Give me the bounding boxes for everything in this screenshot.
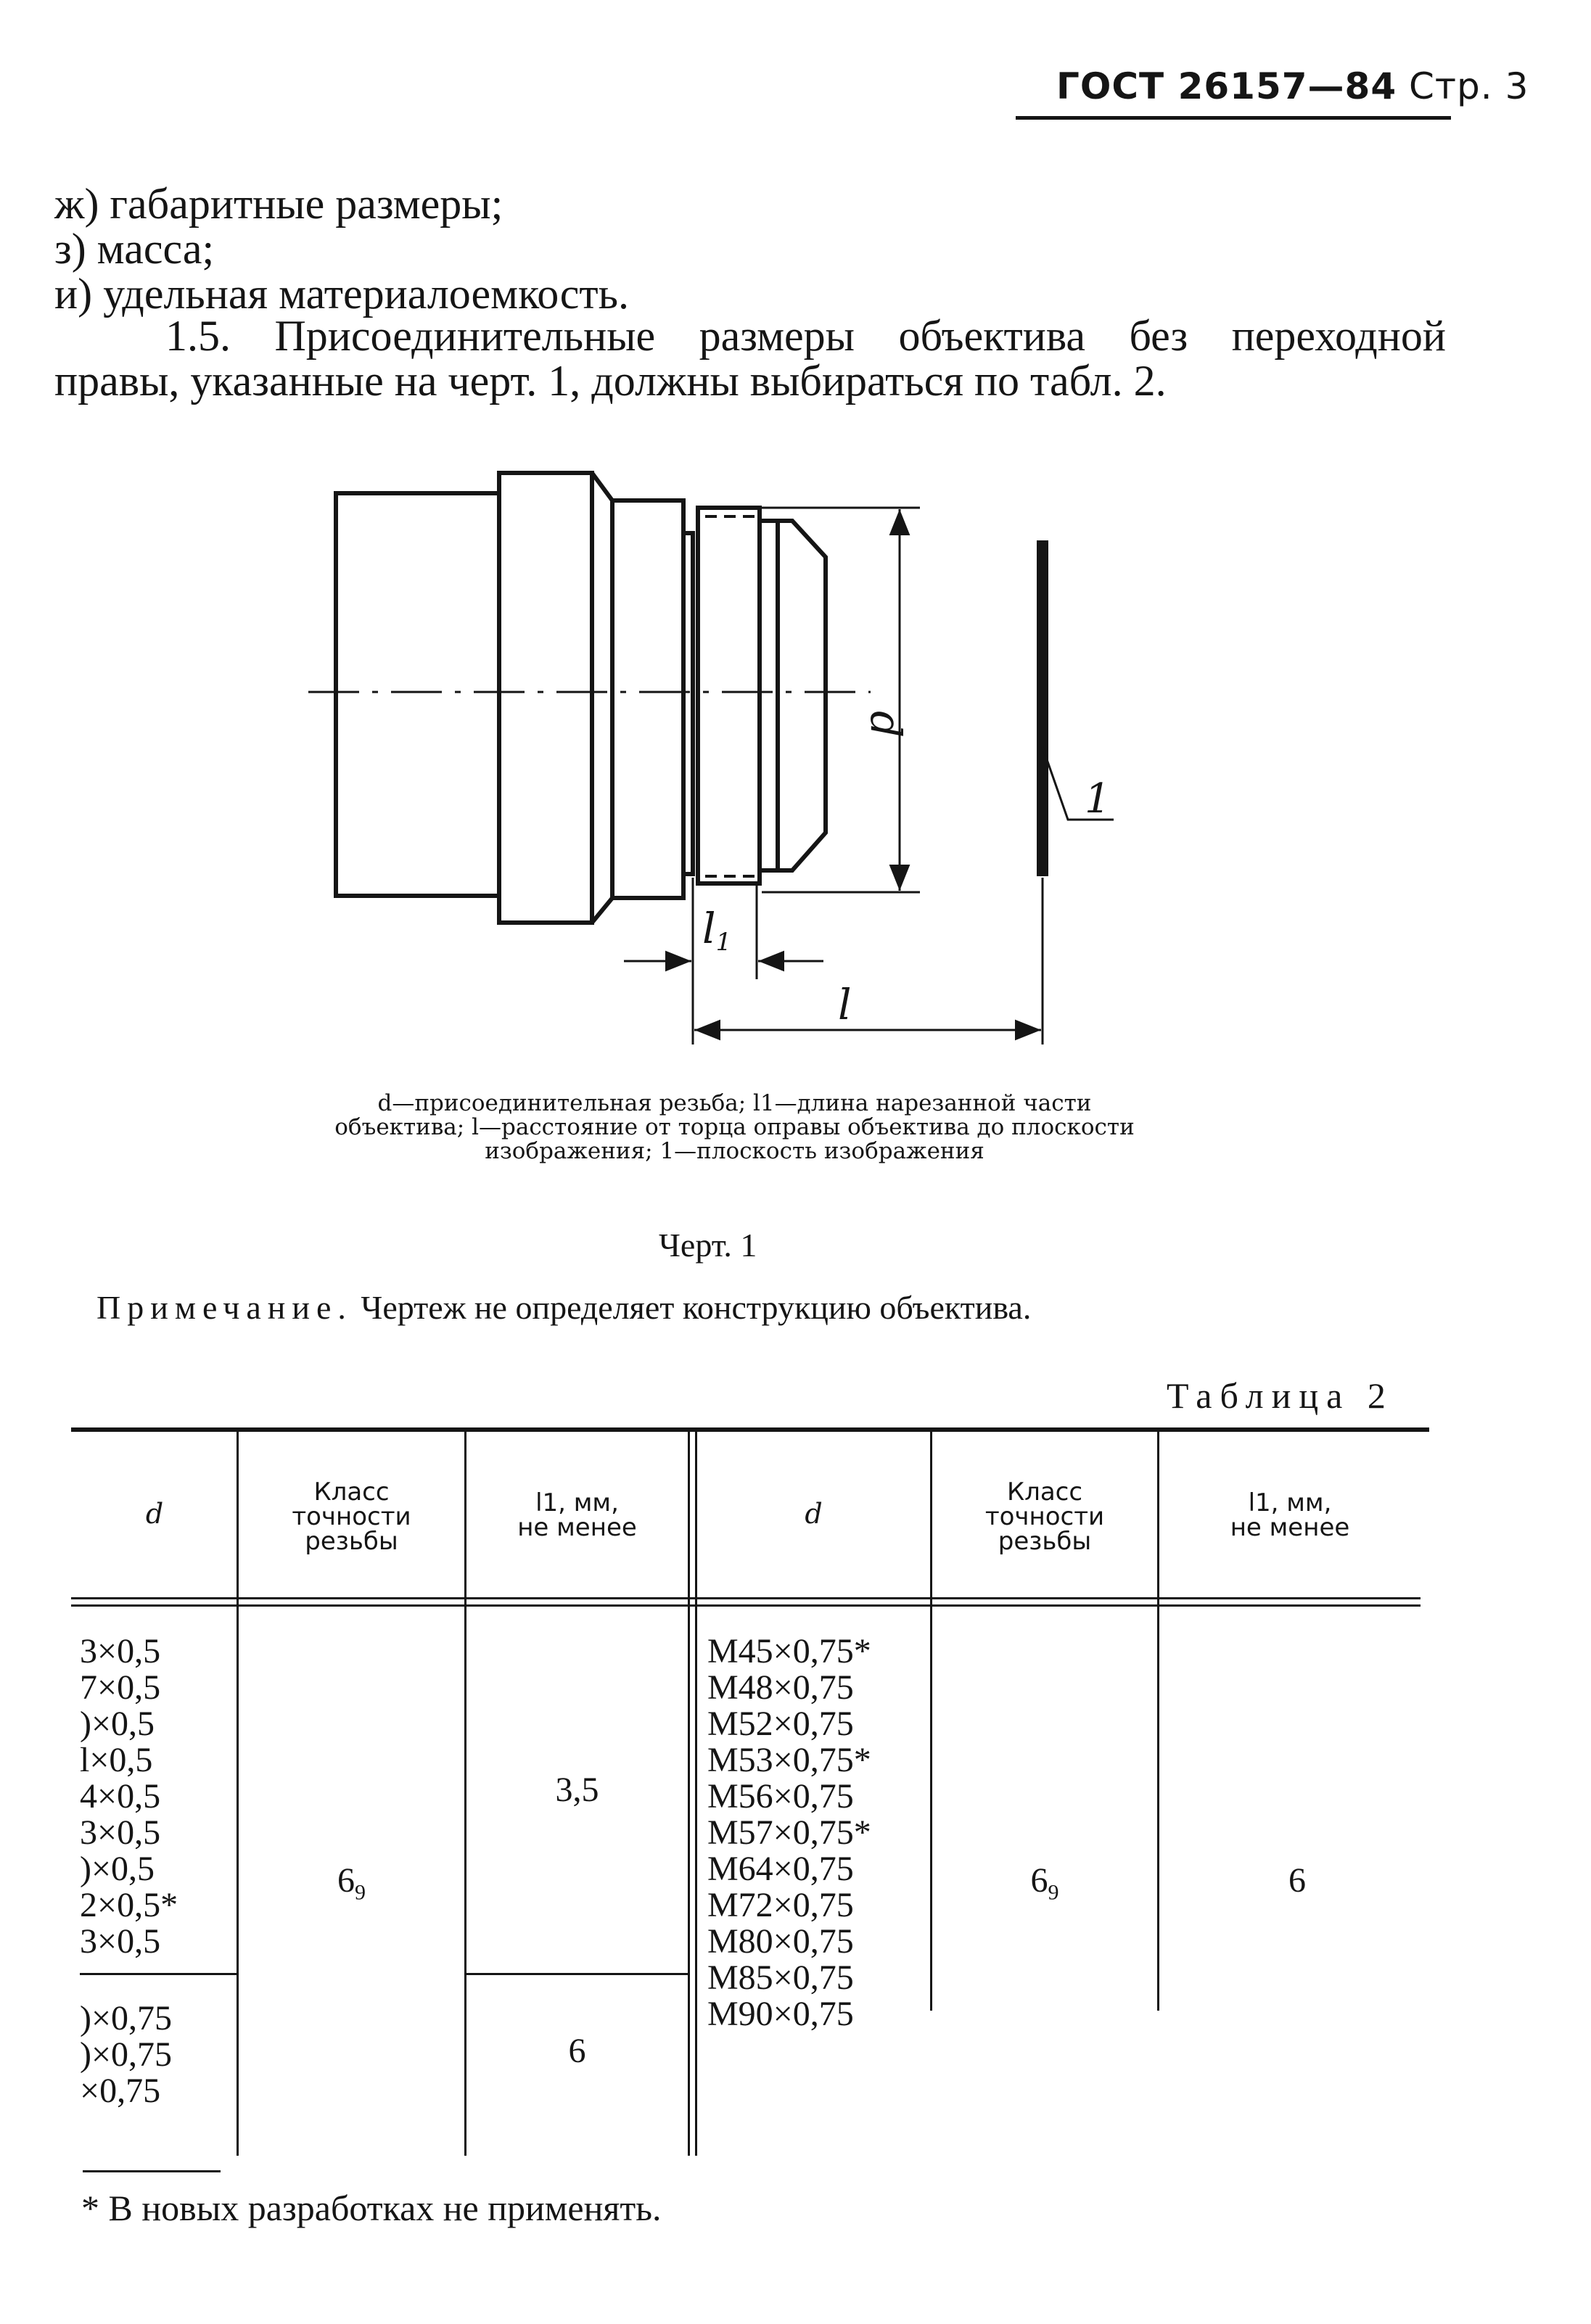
lens-barrel [336, 493, 499, 896]
col-header-class-right: Класс точности резьбы [984, 1478, 1105, 1556]
lens-front [778, 521, 826, 870]
table-cell: M56×0,75 [707, 1777, 854, 1816]
table-cell: M90×0,75 [707, 1995, 854, 2033]
table-cell: M64×0,75 [707, 1850, 854, 1888]
footnote-rule [83, 2170, 221, 2172]
table-cell: 2×0,5* [80, 1886, 178, 1924]
col-rule-3a [688, 1430, 690, 2156]
table-header-rule-2 [71, 1604, 1421, 1607]
table-cell: )×0,5 [80, 1705, 155, 1743]
table-cell: M48×0,75 [707, 1668, 854, 1707]
table-top-rule [71, 1427, 1429, 1432]
label-l1: l1 [702, 904, 732, 957]
list-item-z: з) масса; [54, 225, 215, 273]
word: размеры [699, 312, 855, 360]
table-cell: M57×0,75* [707, 1813, 871, 1852]
figure-caption: d—присоединительная резьба; l1—длина нарезанной части объектива; l—расстояние от торца оправы объектива до плоскости изображения; 1—плоскость изображения [334, 1090, 1135, 1164]
list-item-i: и) удельная материалоемкость. [54, 270, 629, 318]
table-cell: M72×0,75 [707, 1886, 854, 1924]
footnote: * В новых разработках не применять. [81, 2188, 662, 2228]
lens-flange [499, 473, 592, 923]
col-header-d-left: d [145, 1498, 164, 1530]
table-cell: l×0,5 [80, 1741, 153, 1779]
list-item-zh: ж) габаритные размеры; [54, 180, 503, 228]
table-cell: M53×0,75* [707, 1741, 871, 1779]
word: объектива [898, 312, 1085, 360]
col-header-class-left: Класс точности резьбы [292, 1478, 411, 1556]
table-cell: )×0,75 [80, 2035, 173, 2074]
table-cell: M45×0,75* [707, 1632, 871, 1670]
lens-step [612, 500, 683, 898]
word: переходной [1231, 312, 1446, 360]
table-cell: )×0,5 [80, 1850, 155, 1888]
table-cell: 7×0,5 [80, 1668, 161, 1707]
col-rule-3b [695, 1430, 697, 2156]
right-d-list [707, 1633, 871, 2032]
table-cell: M80×0,75 [707, 1922, 854, 1961]
page-number: Стр. 3 [1409, 65, 1529, 107]
lens-taper [592, 473, 612, 923]
table-cell: 3×0,5 [80, 1632, 161, 1670]
word: без [1129, 312, 1188, 360]
left-d-group1 [80, 1633, 178, 1960]
table-cell: M85×0,75 [707, 1958, 854, 1997]
left-l1-group1: 3,5 [555, 1771, 599, 1809]
right-thread-class: $6_9$ [1030, 1861, 1059, 1905]
label-d: d [861, 711, 910, 738]
left-d-group-rule [80, 1973, 237, 1975]
col-header-l1-left: l1, мм, не менее [517, 1488, 637, 1542]
note-text: Чертеж не определяет конструкцию объектива. [361, 1289, 1032, 1326]
table-cell: M52×0,75 [707, 1705, 854, 1743]
label-l: l [838, 980, 852, 1029]
thread-ring [760, 521, 778, 870]
table-cell: 3×0,5 [80, 1813, 161, 1852]
table-header-rule-1 [71, 1597, 1421, 1599]
left-d-group2 [80, 2000, 172, 2109]
table-cell: 4×0,5 [80, 1777, 161, 1816]
word: 1.5. [165, 312, 231, 360]
left-l1-group-rule [464, 1973, 688, 1975]
lens-drawing [0, 0, 1591, 1088]
left-l1-group2: 6 [568, 2032, 586, 2070]
left-thread-class: $6_9$ [337, 1861, 366, 1905]
word: Присоединительные [274, 312, 656, 360]
table-cell: )×0,75 [80, 1999, 173, 2037]
standard-number: ГОСТ 26157—84 [1056, 65, 1397, 107]
note [96, 1288, 1031, 1327]
label-plane: 1 [1085, 775, 1111, 823]
threaded-part [698, 508, 760, 883]
table-cell: ×0,75 [80, 2072, 161, 2110]
note-prefix: Примечание. [96, 1289, 353, 1326]
right-l1: 6 [1288, 1861, 1306, 1900]
figure-title: Черт. 1 [659, 1227, 757, 1264]
col-header-l1-right: l1, мм, не менее [1230, 1488, 1350, 1542]
table-title: Таблица 2 [1167, 1375, 1394, 1416]
col-header-d-right: d [805, 1498, 823, 1530]
table-cell: 3×0,5 [80, 1922, 161, 1961]
paragraph-1-5-line2: правы, указанные на черт. 1, должны выбираться по табл. 2. [54, 357, 1167, 405]
